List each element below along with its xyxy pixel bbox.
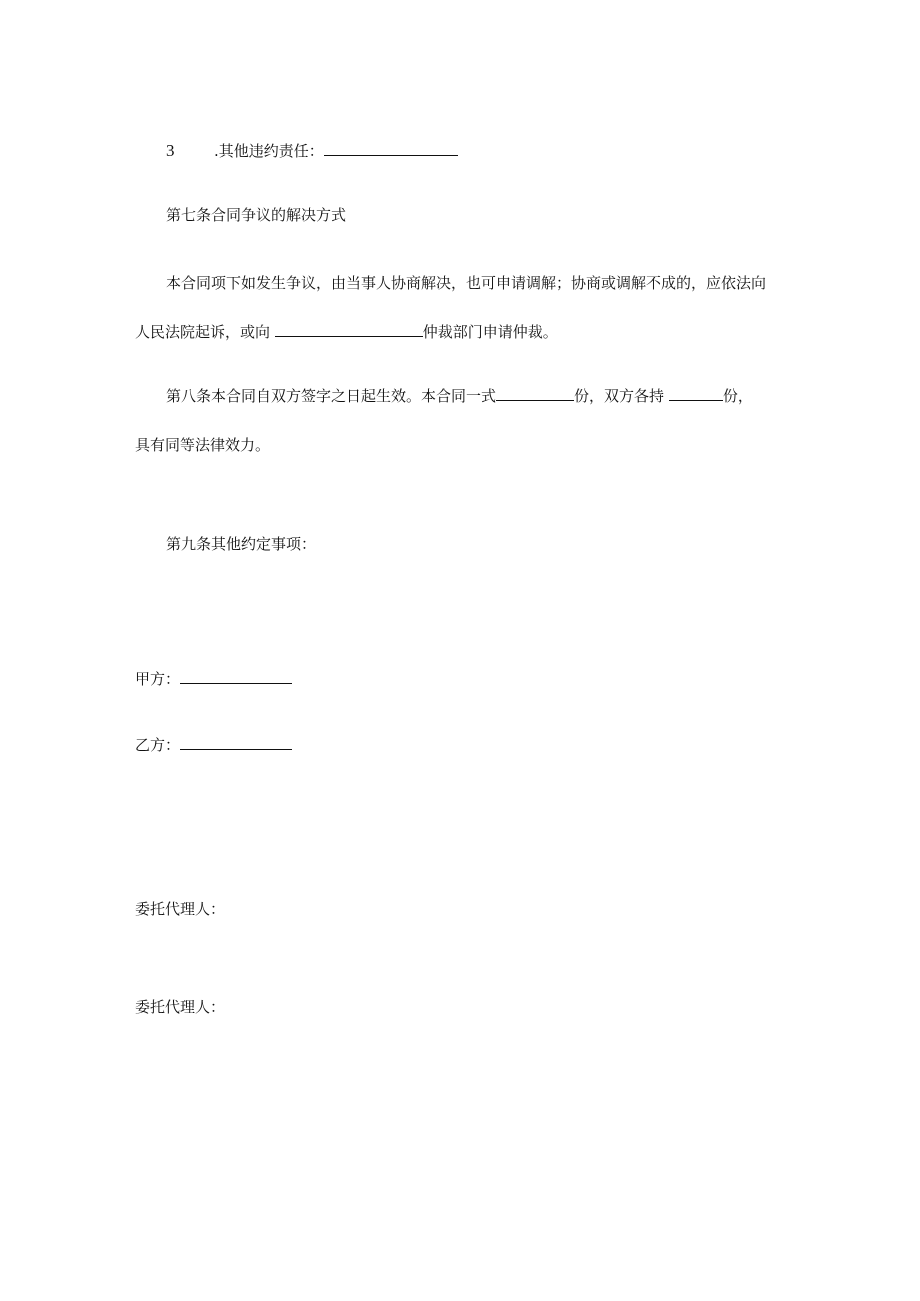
party-b-line [135,735,292,755]
clause7-body-line2 [135,322,558,342]
agent-2-label: 委托代理人： [135,998,226,1016]
clause7-body-line1: 本合同项下如发生争议，由当事人协商解决，也可申请调解；协商或调解不成的，应依法向 [166,274,767,292]
copies-total-blank[interactable] [496,386,574,401]
other-liability-label: .其他违约责任： [214,142,324,160]
party-a-label: 甲方： [135,670,181,688]
clause9-title: 第九条其他约定事项： [166,535,317,553]
clause7-arbitration-text: 仲裁部门申请仲裁。 [422,323,558,341]
clause8-line1 [166,386,753,406]
party-b-label: 乙方： [135,736,181,754]
clause7-court-text: 人民法院起诉，或向 [135,323,271,341]
other-liability-blank[interactable] [324,141,458,156]
arbitration-body-blank[interactable] [275,322,423,337]
party-a-blank[interactable] [180,669,292,684]
party-b-blank[interactable] [180,735,292,750]
clause8-copies-suffix: 份， [722,387,753,405]
clause8-effective-text: 第八条本合同自双方签字之日起生效。本合同一式 [166,387,497,405]
clause7-title: 第七条合同争议的解决方式 [166,206,347,224]
other-liability-line [166,141,458,161]
clause8-line2: 具有同等法律效力。 [135,436,271,454]
agent-1-label: 委托代理人： [135,900,226,918]
clause8-each-holds-text: 份，双方各持 [574,387,665,405]
party-a-line [135,669,292,689]
copies-each-blank[interactable] [669,386,723,401]
item-number: 3 [166,141,175,160]
